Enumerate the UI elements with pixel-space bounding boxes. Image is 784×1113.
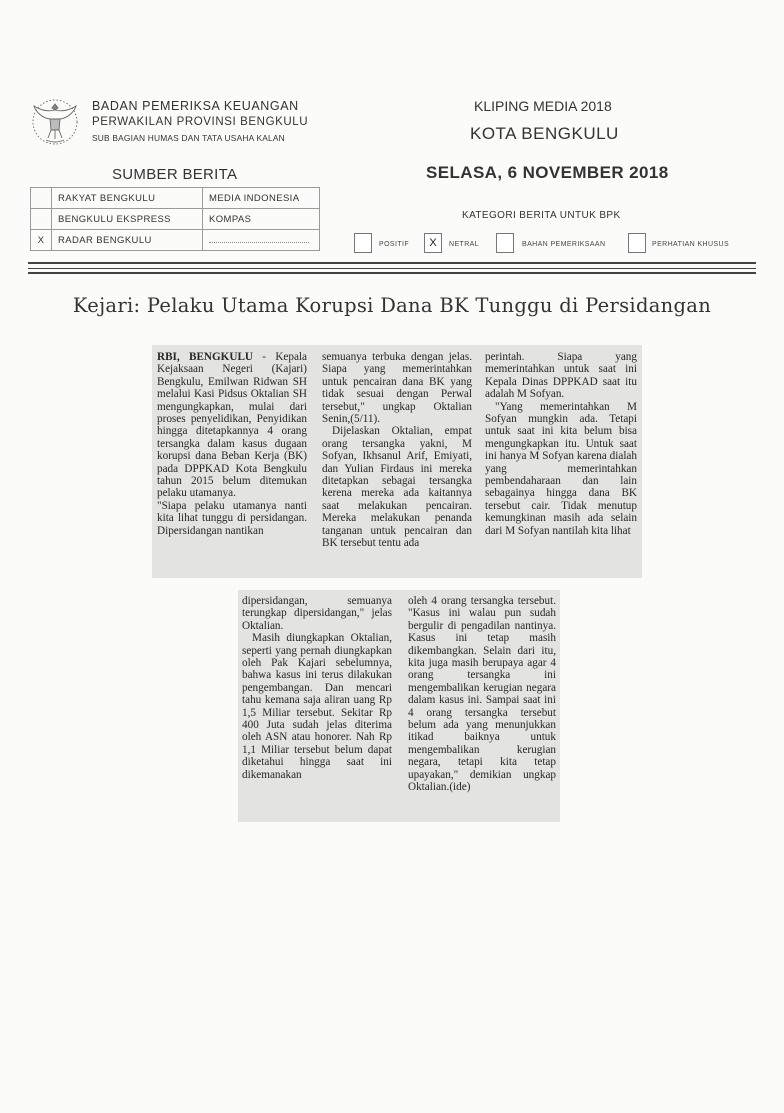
article-paragraph: "Yang memerintahkan M Sofyan mungkin ada. Tetapi untuk saat ini kita belum bisa mengungkapkan itu. Untuk saat ini hanya M Sofyan karena dialah yang memerintahkan pembendaharaan dan lain sebagainya hingga dana BK tersebut cair. Tidak menutup kemungkinan masih ada selain dari M Sofyan nantilah kita lihat [485, 400, 637, 537]
article-paragraph: perintah. Siapa yang memerintahkan untuk saat ini Kepala Dinas DPPKAD saat itu adalah M Sofyan. [485, 351, 637, 401]
category-title: KATEGORI BERITA UNTUK BPK [462, 210, 621, 221]
org-subtitle: PERWAKILAN PROVINSI BENGKULU [92, 116, 309, 128]
article-dateline: RBI, BENGKULU [157, 351, 254, 363]
source-name: RAKYAT BENGKULU [52, 188, 203, 209]
category-label: BAHAN PEMERIKSAAN [522, 241, 606, 248]
source-row [31, 209, 320, 230]
article-headline: Kejari: Pelaku Utama Korupsi Dana BK Tunggu di Persidangan [72, 294, 712, 317]
article-paragraph: RBI, BENGKULU - Kepala Kejaksaan Negeri (Kajari) Bengkulu, Emilwan Ridwan SH melalui Kasi Pidsus Oktalian SH mengungkapkan, mulai dari proses penyelidikan, Penyidikan hingga ditetapkannya 4 orang tersangka dalam kasus dugaan korupsi dana Beban Kerja (BK) pada DPPKAD Kota Bengkulu tahun 2015 belum ditemukan pelaku utamanya. [157, 351, 307, 500]
source-row [31, 230, 320, 251]
org-name: BADAN PEMERIKSA KEUANGAN [92, 99, 299, 113]
source-mark: X [31, 230, 52, 251]
city-title: KOTA BENGKULU [470, 124, 619, 143]
article-column [157, 351, 307, 537]
article-paragraph: Masih diungkapkan Oktalian, seperti yang pernah diungkapkan oleh Pak Kajari sebelumnya, bahwa kasus ini terus dilakukan pengembangan. Dan mencari tahu kemana saja aliran uang Rp 1,5 Miliar tersebut. Sekitar Rp 400 Juta sudah jelas diterima oleh ASN atau honorer. Nah Rp 1,1 Miliar tersebut belum dapat diketahui hingga saat ini dikemanakan [242, 632, 392, 781]
category-checkbox-perhatian-khusus[interactable] [628, 233, 646, 253]
source-name: MEDIA INDONESIA [203, 188, 320, 209]
source-section-title: SUMBER BERITA [112, 166, 238, 183]
source-name: RADAR BENGKULU [52, 230, 203, 251]
category-checkbox-positif[interactable] [354, 233, 372, 253]
source-name: BENGKULU EKSPRESS [52, 209, 203, 230]
article-clipping-upper [152, 345, 642, 578]
clipping-date: SELASA, 6 NOVEMBER 2018 [426, 163, 669, 182]
kliping-title: KLIPING MEDIA 2018 [474, 98, 612, 114]
category-label: NETRAL [449, 241, 480, 248]
article-column [322, 351, 472, 550]
article-clipping-lower [238, 590, 560, 822]
article-column [408, 595, 556, 794]
article-column [485, 351, 637, 537]
header-rule [28, 268, 756, 269]
article-paragraph: semuanya terbuka dengan jelas. Siapa yang memerintahkan untuk pencairan dana BK yang tidak sesuai dengan Perwal tersebut," ungkap Oktalian Senin,(5/11). [322, 351, 472, 426]
source-mark [31, 188, 52, 209]
category-label: POSITIF [379, 241, 410, 248]
source-row [31, 188, 320, 209]
header-rule [28, 272, 756, 274]
source-mark [31, 209, 52, 230]
garuda-emblem-icon [26, 92, 84, 150]
category-checkbox-bahan-pemeriksaan[interactable] [496, 233, 514, 253]
source-blank-entry [203, 230, 320, 251]
article-paragraph: Dijelaskan Oktalian, empat orang tersangka yakni, M Sofyan, Ikhsanul Arif, Emiyati, dan Yulian Firdaus ini mereka ditetapkan sebagai tersangka kerena mereka ada kaitannya saat melakukan pencairan. Mereka melakukan penanda tanganan untuk pencairan dan BK tersebut tentu ada [322, 425, 472, 550]
header-rule [28, 262, 756, 264]
org-division: SUB BAGIAN HUMAS DAN TATA USAHA KALAN [92, 133, 285, 143]
article-paragraph: "Siapa pelaku utamanya nanti kita lihat tunggu di persidangan. Dipersidangan nantikan [157, 499, 307, 537]
article-paragraph: oleh 4 orang tersangka tersebut. "Kasus ini walau pun sudah bergulir di pengadilan nantinya. Kasus ini tetap masih dikembangkan. Selain dari itu, kita juga masih berupaya agar 4 orang tersangka ini mengembalikan kerugian negara dalam kasus ini. Sampai saat ini 4 orang tersangka tersebut belum ada yang menunjukkan itikad baiknya untuk mengembalikan kerugian negara, tetapi kita tetap upayakan," demikian ungkap Oktalian.(ide) [408, 595, 556, 794]
source-name: KOMPAS [203, 209, 320, 230]
source-table [30, 187, 320, 251]
article-paragraph: dipersidangan, semuanya terungkap dipersidangan," jelas Oktalian. [242, 595, 392, 632]
category-checkbox-netral[interactable]: X [424, 233, 442, 253]
article-column [242, 595, 392, 781]
category-label: PERHATIAN KHUSUS [652, 241, 730, 248]
